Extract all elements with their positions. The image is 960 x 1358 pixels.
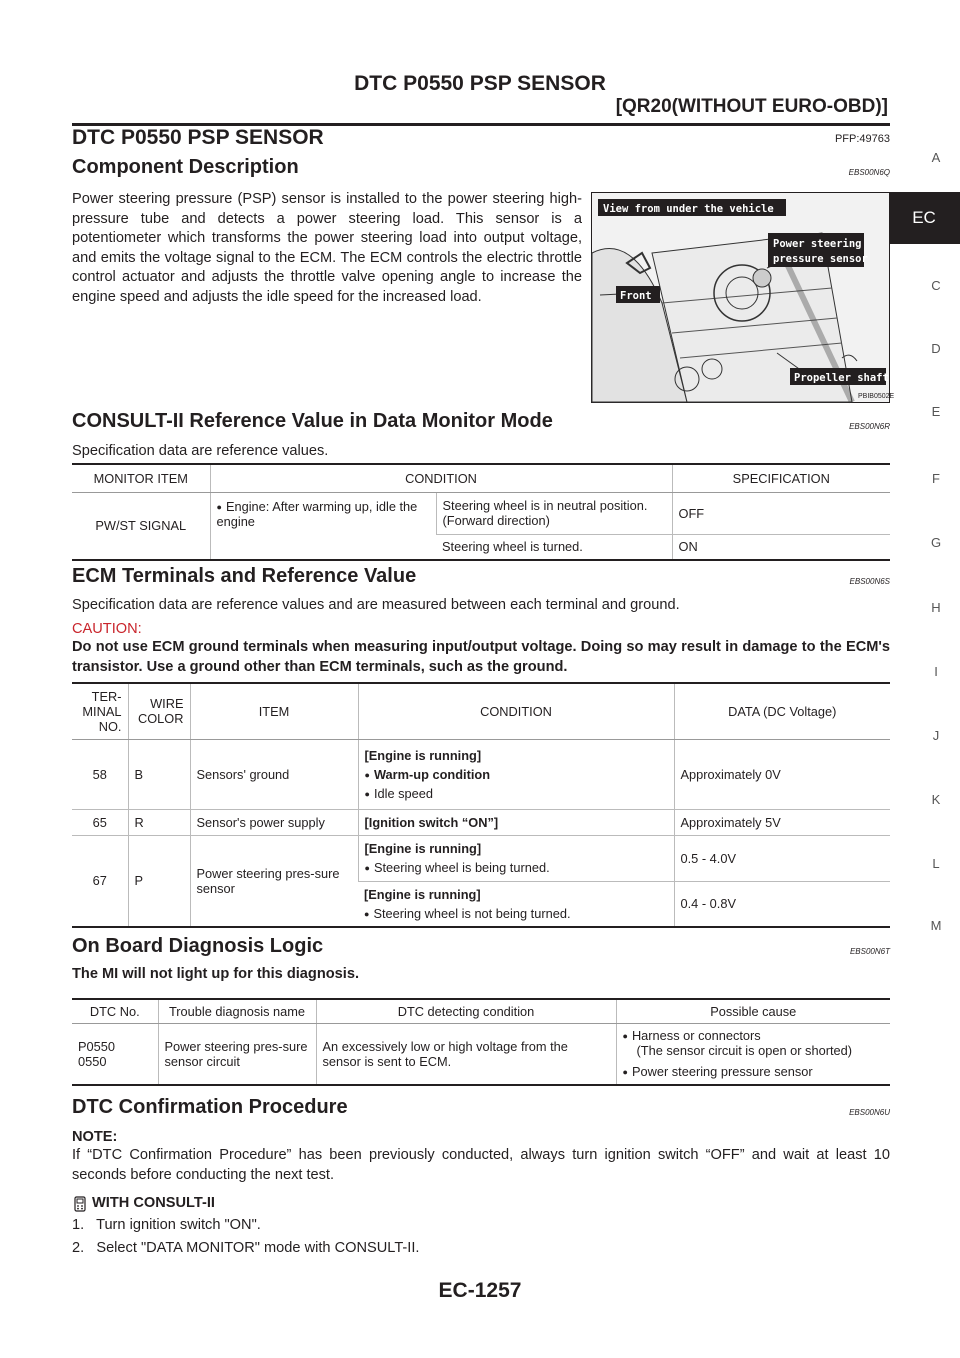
obd-code: EBS00N6T — [849, 947, 890, 956]
ecm-67-condition-a — [358, 835, 674, 881]
ecm-67-data-b: 0.4 - 0.8V — [674, 881, 890, 927]
ecm-heading: ECM Terminals and Reference Value — [72, 565, 417, 587]
side-tab-e[interactable]: E — [931, 404, 941, 419]
obd-cause-1b: (The sensor circuit is open or shorted) — [636, 1043, 853, 1059]
ecm-col-item: ITEM — [190, 683, 358, 739]
ecm-caution-text: Do not use ECM ground terminals when measuring input/output voltage. Doing so may result in damage to the ECM's transistor. Use a ground other than ECM terminals, such as the ground. — [72, 639, 890, 675]
consult-table — [72, 463, 890, 561]
ecm-caution-label: CAUTION: — [72, 621, 142, 637]
obd-row — [72, 1023, 890, 1085]
ecm-table — [72, 682, 890, 928]
side-tab-g[interactable]: G — [930, 535, 942, 550]
ecm-58-no: 58 — [72, 739, 128, 809]
confirm-note-label: NOTE: — [72, 1129, 118, 1145]
ecm-67-data-a: 0.5 - 4.0V — [674, 835, 890, 881]
obd-dtc-1: P0550 — [78, 1038, 116, 1054]
psp-sensor-illustration — [592, 193, 895, 402]
confirm-with-label: WITH CONSULT-II — [92, 1195, 215, 1211]
ecm-row-58 — [72, 739, 890, 809]
page-header-title: DTC P0550 PSP SENSOR — [354, 72, 606, 95]
page-number: EC-1257 — [438, 1279, 522, 1302]
ecm-67-color: P — [128, 835, 190, 927]
side-tab-m[interactable]: M — [930, 918, 942, 933]
ecm-67-item: Power steering pres-sure sensor — [190, 835, 358, 927]
consult-sub-1: Steering wheel is turned. — [436, 534, 672, 560]
figure-label-view: View from under the vehicle — [603, 203, 774, 215]
confirm-step-2: 2. Select "DATA MONITOR" mode with CONSULT-II. — [72, 1240, 420, 1256]
ecm-58-condition — [358, 739, 674, 809]
section-title: DTC P0550 PSP SENSOR — [72, 126, 324, 149]
confirm-step-1: 1. Turn ignition switch "ON". — [72, 1217, 261, 1233]
psp-sensor-figure — [591, 192, 895, 403]
ecm-65-data: Approximately 5V — [674, 809, 890, 835]
consult-code: EBS00N6R — [849, 422, 890, 431]
obd-col-dtc: DTC No. — [72, 999, 158, 1023]
consult-spec-0: OFF — [672, 492, 890, 534]
side-tab-k[interactable]: K — [931, 792, 941, 807]
ecm-col-condition: CONDITION — [358, 683, 674, 739]
figure-label-front: Front — [620, 290, 652, 302]
ecm-65-condition: [Ignition switch “ON”] — [358, 809, 674, 835]
page-header-subtitle: [QR20(WITHOUT EURO-OBD)] — [615, 96, 888, 117]
figure-label-sensor-1: Power steering — [773, 238, 862, 250]
obd-name: Power steering pres-sure sensor circuit — [158, 1023, 316, 1085]
ecm-58-color: B — [128, 739, 190, 809]
consult-spec-1: ON — [672, 534, 890, 560]
ecm-58-item: Sensors' ground — [190, 739, 358, 809]
figure-label-sensor-2: pressure sensor — [773, 253, 868, 265]
figure-label-shaft: Propeller shaft — [794, 372, 889, 384]
ecm-67-b2: ● Steering wheel is not being turned. — [364, 906, 668, 921]
consult-condition-main — [210, 492, 436, 560]
obd-table — [72, 998, 890, 1086]
component-heading: Component Description — [72, 156, 299, 178]
ecm-intro: Specification data are reference values and are measured between each terminal and ground. — [72, 597, 680, 613]
ecm-col-wire: WIRE COLOR — [128, 683, 190, 739]
part-number: PFP:49763 — [834, 133, 890, 145]
ecm-col-terminal: TER-MINAL NO. — [72, 683, 128, 739]
consult-col-monitor: MONITOR ITEM — [72, 464, 210, 492]
side-tab-j[interactable]: J — [932, 728, 940, 743]
obd-col-name: Trouble diagnosis name — [158, 999, 316, 1023]
side-tab-c[interactable]: C — [931, 278, 941, 293]
obd-condition: An excessively low or high voltage from the sensor is sent to ECM. — [316, 1023, 616, 1085]
figure-code: PBIB0502E — [858, 393, 895, 400]
obd-cause-1a: ● Harness or connectors — [623, 1028, 885, 1043]
ecm-58-c1: [Engine is running] — [364, 747, 482, 763]
obd-col-cause: Possible cause — [616, 999, 890, 1023]
ecm-col-data: DATA (DC Voltage) — [674, 683, 890, 739]
obd-heading: On Board Diagnosis Logic — [72, 935, 324, 957]
ecm-58-c3: ● Idle speed — [365, 786, 668, 801]
ecm-65-item: Sensor's power supply — [190, 809, 358, 835]
consult-intro: Specification data are reference values. — [72, 443, 329, 459]
side-tab-d[interactable]: D — [931, 341, 941, 356]
ecm-67-a1: [Engine is running] — [364, 841, 482, 856]
side-tab-h[interactable]: H — [931, 600, 941, 615]
side-tab-a[interactable]: A — [931, 150, 941, 165]
ecm-65-no: 65 — [72, 809, 128, 835]
confirm-note-text: If “DTC Confirmation Procedure” has been previously conducted, always turn ignition switch “OFF” and wait at least 10 seconds before conducting the next test. — [72, 1147, 890, 1183]
ecm-row-67a — [72, 835, 890, 881]
component-code: EBS00N6Q — [848, 168, 890, 177]
ecm-row-65 — [72, 809, 890, 835]
consult-heading: CONSULT-II Reference Value in Data Monitor Mode — [72, 410, 553, 432]
ecm-58-data: Approximately 0V — [674, 739, 890, 809]
ecm-67-b1: [Engine is running] — [364, 886, 481, 902]
ecm-code: EBS00N6S — [849, 577, 890, 586]
consult-condition-text: ● Engine: After warming up, idle the engine — [217, 499, 418, 529]
consult-item: PW/ST SIGNAL — [72, 492, 210, 560]
side-tab-l[interactable]: L — [932, 856, 940, 871]
obd-cause-2: ● Power steering pressure sensor — [623, 1064, 885, 1079]
side-tab-i[interactable]: I — [934, 664, 938, 679]
obd-dtc — [72, 1023, 158, 1085]
consult-col-spec: SPECIFICATION — [672, 464, 890, 492]
obd-col-condition: DTC detecting condition — [316, 999, 616, 1023]
side-tab-ec[interactable]: EC — [888, 192, 960, 244]
consult-sub-0: Steering wheel is in neutral position. (Forward direction) — [436, 492, 672, 534]
ecm-67-condition-b — [358, 881, 674, 927]
confirm-heading: DTC Confirmation Procedure — [72, 1096, 348, 1118]
component-text: Power steering pressure (PSP) sensor is installed to the power steering high-pressure tube and detects a power steering load. This sensor is a potentiometer which transforms the power steering load into output voltage, and emits the voltage signal to the ECM. The ECM controls the electric throttle control actuator and adjusts the throttle valve opening angle to increase the engine speed and adjusts the idle speed for the increased load. — [72, 191, 582, 305]
consult-tool-icon — [72, 1196, 88, 1212]
obd-cause — [616, 1023, 890, 1085]
consult-col-condition: CONDITION — [210, 464, 672, 492]
obd-dtc-2: 0550 — [78, 1053, 107, 1069]
ecm-67-no: 67 — [72, 835, 128, 927]
ecm-65-color: R — [128, 809, 190, 835]
confirm-code: EBS00N6U — [849, 1108, 890, 1117]
ecm-58-c2: ● Warm-up condition — [365, 767, 668, 782]
obd-intro: The MI will not light up for this diagnosis. — [72, 966, 359, 982]
ecm-67-a2: ● Steering wheel is being turned. — [365, 860, 668, 875]
side-tab-f[interactable]: F — [932, 471, 940, 486]
